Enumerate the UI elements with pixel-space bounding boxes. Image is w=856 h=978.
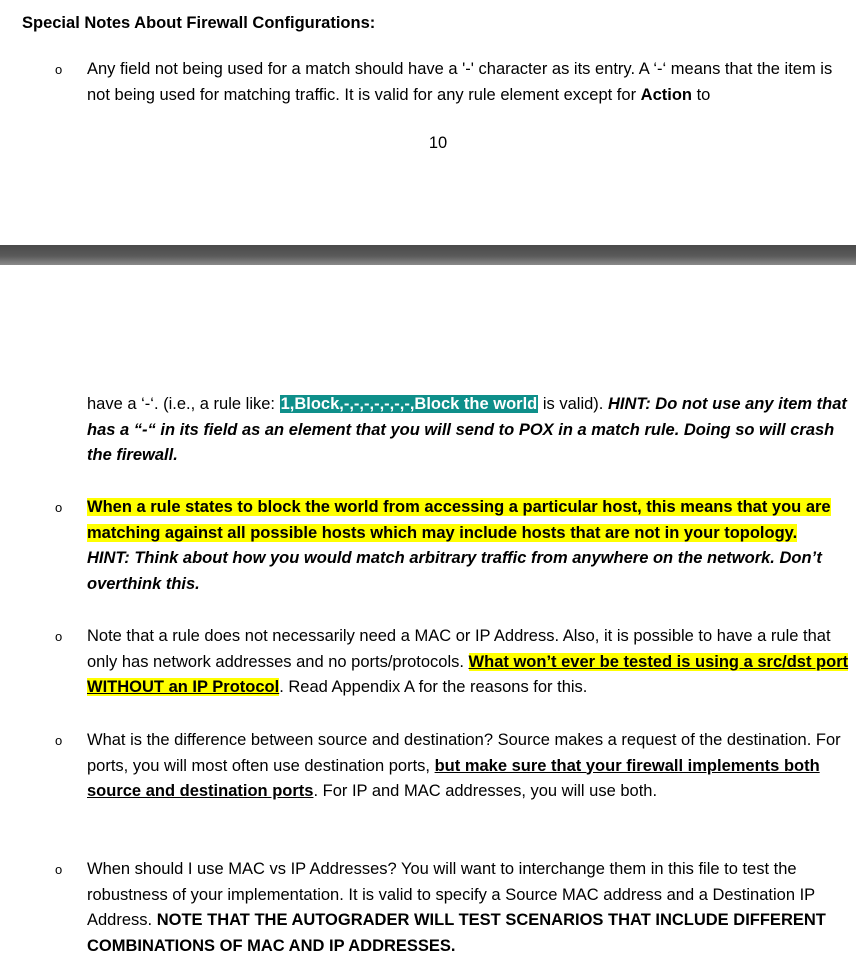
list-item-text: Note that a rule does not necessarily need a MAC or IP Address. Also, it is possible to have a rule that only has network addresses and no ports/protocols. What won’t ever be tested is using a src/dst port WITHOUT an IP Protocol. Read Appendix A for the reasons for this. <box>87 627 849 696</box>
bullet-circle-icon: o <box>55 862 63 877</box>
page-break-bar <box>0 245 856 265</box>
highlighted-text: When a rule states to block the world from accessing a particular host, this means that you are matching against all possible hosts which may include hosts that are not in your topology. <box>87 498 831 542</box>
bullet-circle-icon: o <box>55 733 63 748</box>
page-number: 10 <box>428 134 448 152</box>
list-item-text: Any field not being used for a match should have a '-' character as its entry. A ‘-‘ means that the item is not being used for matching traffic. It is valid for any rule element except for Action to <box>87 60 833 104</box>
highlighted-text: What won’t ever be tested is using a src/dst port WITHOUT an IP Protocol <box>87 652 849 696</box>
section-heading: Special Notes About Firewall Configurations: <box>22 14 376 32</box>
hint-text: HINT: Do not use any item that has a “-“ in its field as an element that you will send to POX in a match rule. Doing so will crash the firewall. <box>87 395 847 464</box>
list-item-text <box>87 495 852 597</box>
bullet-circle-icon: o <box>55 62 63 77</box>
bullet-circle-icon: o <box>55 500 63 515</box>
list-item-text: When should I use MAC vs IP Addresses? You will want to interchange them in this file to test the robustness of your implementation. It is valid to specify a Source MAC address and a Destination IP Address. NOTE THAT THE AUTOGRADER WILL TEST SCENARIOS THAT INCLUDE DIFFERENT COMBINATIONS OF MAC AND IP ADDRESSES. <box>87 860 826 955</box>
bullet-circle-icon: o <box>55 629 63 644</box>
example-rule-highlight: 1,Block,-,-,-,-,-,-,-,Block the world <box>280 395 538 413</box>
underlined-text: but make sure that your firewall implements both source and destination ports <box>87 756 820 800</box>
autograder-warning: NOTE THAT THE AUTOGRADER WILL TEST SCENARIOS THAT INCLUDE DIFFERENT COMBINATIONS OF MAC AND IP ADDRESSES. <box>87 911 826 955</box>
hint-text: HINT: Think about how you would match arbitrary traffic from anywhere on the network. Don’t overthink this. <box>87 549 822 593</box>
list-item-continuation: have a ‘-‘. (i.e., a rule like: 1,Block,-,-,-,-,-,-,-,Block the world is valid). HINT: Do not use any item that has a “-“ in its field as an element that you will send to POX in a match rule. Doing so will crash the firewall. <box>87 395 847 464</box>
list-item-text: What is the difference between source and destination? Source makes a request of the destination. For ports, you will most often use destination ports, but make sure that your firewall implements both source and destination ports. For IP and MAC addresses, you will use both. <box>87 731 841 800</box>
